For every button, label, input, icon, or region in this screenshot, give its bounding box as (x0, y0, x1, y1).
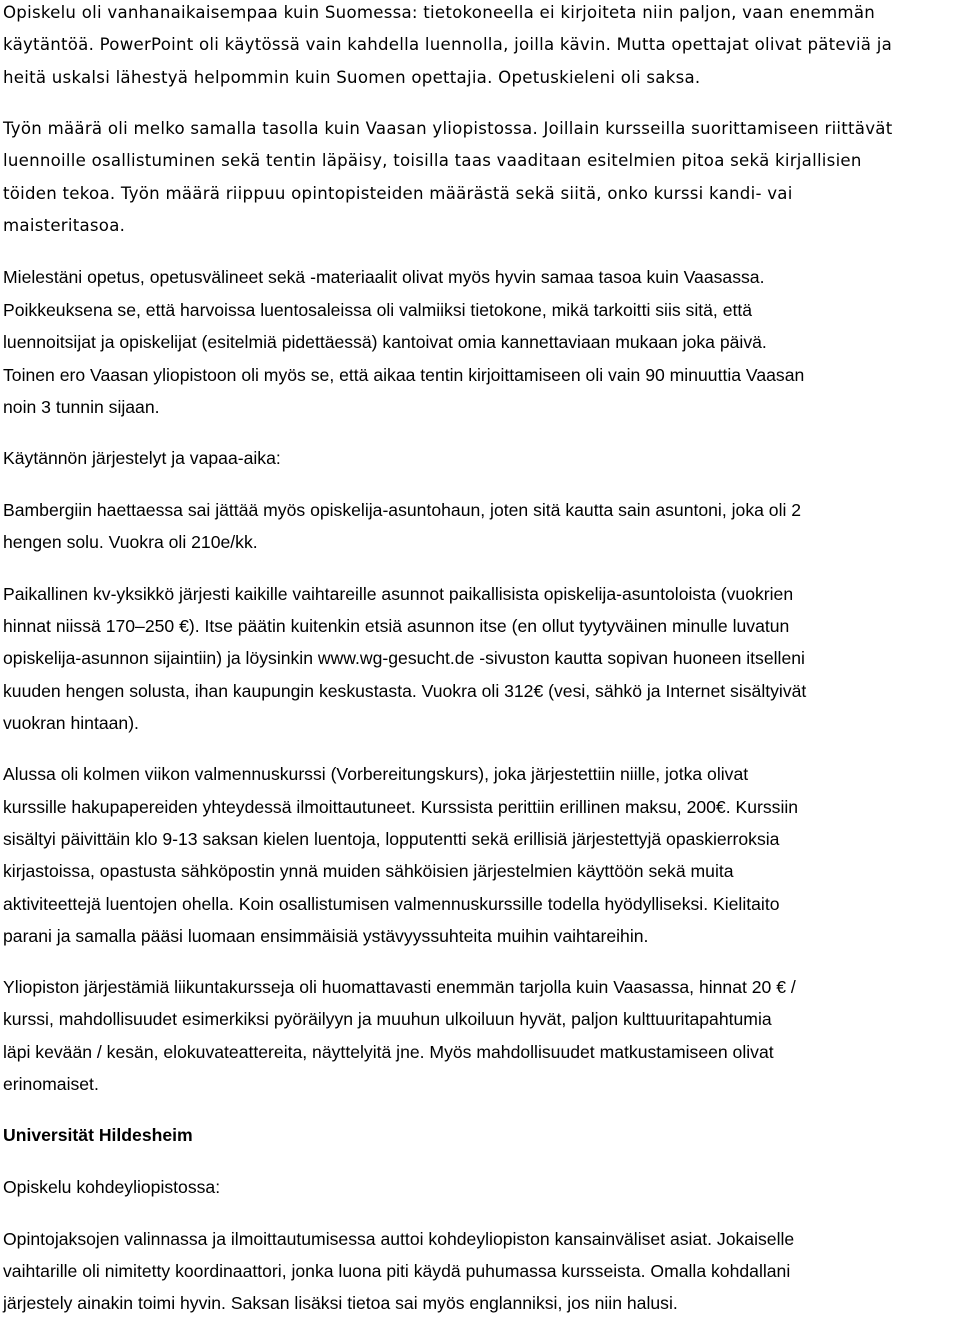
paragraph-line: kirjastoissa, opastusta sähköpostin ynnä muiden sähköisien järjestelmien käyttöön sekä muita (3, 861, 734, 881)
paragraph-line: vaihtarille oli nimitetty koordinaattori, jonka luona piti käydä puhumassa kursseista. Omalla kohdallani (3, 1261, 791, 1281)
paragraph-line: Paikallinen kv-yksikkö järjesti kaikille vaihtareille asunnot paikallisista opiskelija-asuntoloista (vuokrien (3, 584, 794, 604)
paragraph-line: noin 3 tunnin sijaan. (3, 397, 160, 417)
paragraph-line: kurssille hakupapereiden yhteydessä ilmoittautuneet. Kurssista perittiin erillinen maksu, 200€. Kurssiin (3, 797, 799, 817)
paragraph-line: kuuden hengen solusta, ihan kaupungin keskustasta. Vuokra oli 312€ (vesi, sähkö ja Internet sisältyivät (3, 681, 807, 701)
paragraph-line: hengen solu. Vuokra oli 210e/kk. (3, 532, 258, 552)
paragraph-line: kurssi, mahdollisuudet esimerkiksi pyöräilyyn ja muuhun ulkoiluun hyvät, paljon kulttuuritapahtumia (3, 1009, 772, 1029)
paragraph-line: Toinen ero Vaasan yliopistoon oli myös se, että aikaa tentin kirjoittamiseen oli vain 90 minuuttia Vaasan (3, 365, 805, 385)
paragraph-line: opiskelija-asunnon sijaintiin) ja löysinkin www.wg-gesucht.de -sivuston kautta sopivan huoneen itselleni (3, 648, 805, 668)
paragraph-line: maisteritasoa. (3, 216, 126, 235)
paragraph-line: parani ja samalla pääsi luomaan ensimmäisiä ystävyyssuhteita muihin vaihtareihin. (3, 926, 649, 946)
paragraph-line: aktiviteettejä luentojen ohella. Koin osallistumisen valmennuskurssille todella hyödylliseksi. Kielitaito (3, 894, 780, 914)
paragraph-line: Bambergiin haettaessa sai jättää myös opiskelija-asuntohaun, joten sitä kautta sain asuntoni, joka oli 2 (3, 500, 802, 520)
paragraph-line: Opiskelu oli vanhanaikaisempaa kuin Suomessa: tietokoneella ei kirjoiteta niin paljon, vaan enemmän (3, 3, 876, 22)
paragraph-line: hinnat niissä 170–250 €). Itse päätin kuitenkin etsiä asunnon itse (en ollut tyytyväinen minulle luvatun (3, 616, 790, 636)
paragraph-line: luennoitsijat ja opiskelijat (esitelmiä pidettäessä) kantoivat omia kannettaviaan mukaan joka päivä. (3, 332, 767, 352)
paragraph-line: Yliopiston järjestämiä liikuntakursseja oli huomattavasti enemmän tarjolla kuin Vaasassa, hinnat 20 € / (3, 977, 796, 997)
paragraph-line: vuokran hintaan). (3, 713, 139, 733)
paragraph-line: järjestely ainakin toimi hyvin. Saksan lisäksi tietoa sai myös englanniksi, jos niin halusi. (3, 1293, 678, 1313)
section-subheading: Opiskelu kohdeyliopistossa: (3, 1177, 221, 1197)
section-heading: Universität Hildesheim (3, 1125, 193, 1145)
paragraph-line: luennoille osallistuminen sekä tentin läpäisy, toisilla taas vaaditaan esitelmien pitoa sekä kirjallisien (3, 151, 862, 170)
paragraph-line: heitä uskalsi lähestyä helpommin kuin Suomen opettajia. Opetuskieleni oli saksa. (3, 68, 701, 87)
paragraph-line: Opintojaksojen valinnassa ja ilmoittautumisessa auttoi kohdeyliopiston kansainväliset asiat. Jokaiselle (3, 1229, 795, 1249)
paragraph-line: Poikkeuksena se, että harvoissa luentosaleissa oli valmiiksi tietokone, mikä tarkoitti siis sitä, että (3, 300, 753, 320)
paragraph-line: läpi kevään / kesän, elokuvateattereita, näyttelyitä jne. Myös mahdollisuudet matkustamiseen olivat (3, 1042, 774, 1062)
section-subheading: Käytännön järjestelyt ja vapaa-aika: (3, 448, 281, 468)
paragraph-line: töiden tekoa. Työn määrä riippuu opintopisteiden määrästä sekä siitä, onko kurssi kandi- vai (3, 184, 793, 203)
paragraph-line: Alussa oli kolmen viikon valmennuskurssi (Vorbereitungskurs), joka järjestettiin niille, jotka olivat (3, 764, 749, 784)
paragraph-line: sisältyi päivittäin klo 9-13 saksan kielen luentoja, lopputentti sekä erillisiä järjestettyjä opaskierroksia (3, 829, 780, 849)
paragraph-line: Mielestäni opetus, opetusvälineet sekä -materiaalit olivat myös hyvin samaa tasoa kuin Vaasassa. (3, 267, 765, 287)
paragraph-line: erinomaiset. (3, 1074, 99, 1094)
paragraph-line: käytäntöä. PowerPoint oli käytössä vain kahdella luennolla, joilla kävin. Mutta opettajat olivat päteviä ja (3, 35, 893, 54)
paragraph-line: Työn määrä oli melko samalla tasolla kuin Vaasan yliopistossa. Joillain kursseilla suorittamiseen riittävät (3, 119, 893, 138)
